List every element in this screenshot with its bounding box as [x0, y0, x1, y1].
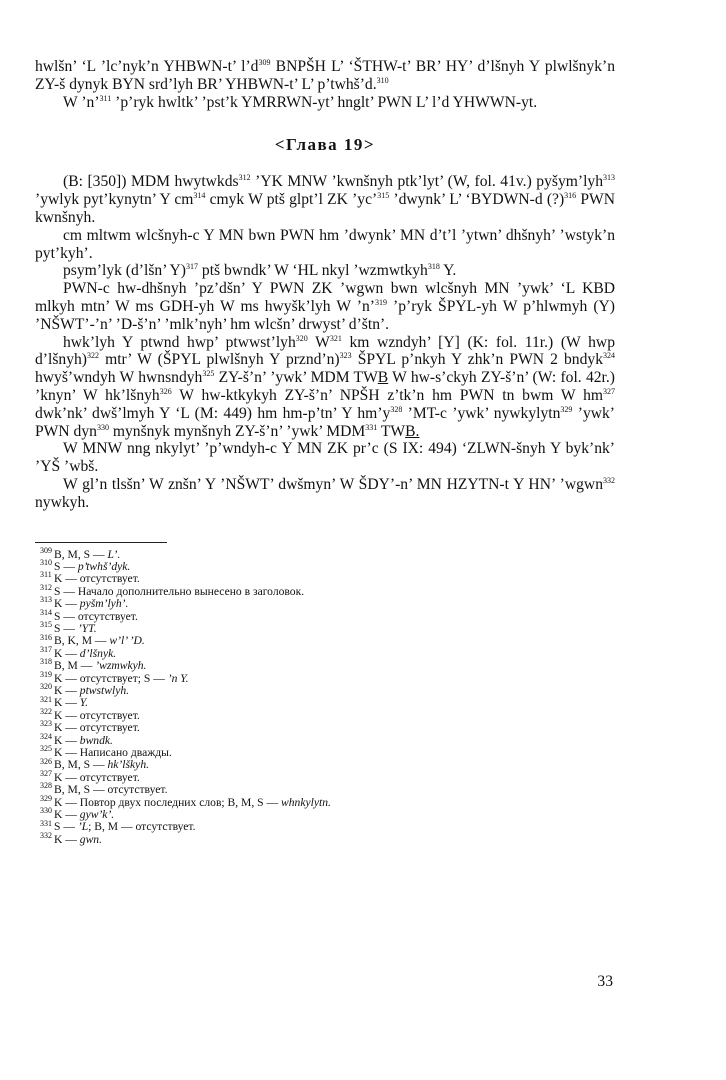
footnote: 316 B, K, M — w’l’ ’D. [40, 632, 145, 648]
text-run: ’MT-c ’ywk’ nywkylytn [402, 404, 561, 422]
footnote: 314 S — отсутствует. [40, 607, 138, 623]
footnote-variant: ’n Y. [167, 671, 189, 685]
footnote: 321 K — Y. [40, 694, 89, 710]
text-run: PWN-c hw-dhšnyh ’pz’dšn’ Y PWN ZK ’wgwn bwn wlcšnyh MN ’ywk’ ‘L KBD mlkyh mtn’ W ms GDH-yh W ms hwyšk’lyh W ’n’ [35, 280, 615, 315]
footnote-variant: ’YT. [77, 621, 97, 635]
footnote: 332 K — gwn. [40, 831, 102, 846]
footnote-variant: whnkylytn. [281, 795, 331, 809]
footnote-text: K — отсутствует; S — [54, 671, 168, 685]
footnote-ref[interactable]: 329 [560, 404, 573, 414]
text-run: ’ywk’ PWN dyn [35, 404, 615, 440]
footnote: 318 B, M — ’wzmwkyh. [40, 657, 147, 673]
footnote-variant: p’twhš’dyk. [77, 559, 131, 573]
footnote-variant: pyšm’lyh’. [79, 597, 129, 611]
footnote-ref[interactable]: 325 [202, 368, 215, 378]
footnote-variant: d’lšnyk. [79, 646, 117, 660]
footnote-ref[interactable]: 328 [390, 404, 403, 414]
text-run: hwyš’wndyh W hwnsndyh [35, 369, 203, 387]
footnote-ref[interactable]: 326 [159, 386, 172, 396]
text-run: mtr’ W (ŠPYL plwlšnyh Y prznd’n) [98, 351, 340, 369]
paragraph [35, 440, 615, 476]
footnote-variant: Y. [79, 696, 89, 710]
footnote: 331 S — ’L; B, M — отсутствует. [40, 818, 196, 834]
footnote: 317 K — d’lšnyk. [40, 644, 117, 660]
footnote-text: B, M — [54, 659, 96, 673]
footnote: 329 K — Повтор двух последних слов; B, M, S — whnkylytn. [40, 793, 331, 809]
footnote-ref[interactable]: 315 [377, 191, 390, 200]
footnote: 324 K — bwndk. [40, 731, 113, 747]
text-run: ’p’ryk ŠPYL-yh W p’hlwmyh (Y) ’NŠWT’-’n’ ’D-š’n’ ’mlk’nyh’ hm wlcšn’ drwyst’ d’štn’. [35, 297, 615, 333]
text-run: W ’n’ [63, 93, 100, 111]
footnote-text: B, M, S — [54, 547, 108, 561]
footnote: 311 K — отсутствует. [40, 570, 140, 586]
text-run: ’ywlyk pyt’kynytn’ Y cm [35, 191, 194, 209]
footnote-text: S — отсутствует. [54, 609, 138, 623]
text-run: TW [377, 422, 406, 440]
footnote-ref[interactable]: 313 [603, 173, 615, 183]
footnote-text: S — [54, 820, 78, 834]
footnote: 322 K — отсутствует. [40, 706, 140, 722]
paragraph [35, 262, 615, 280]
footnote-text: K — отсутствует. [54, 721, 140, 735]
paragraph [35, 476, 615, 512]
footnote-ref[interactable]: 317 [186, 262, 198, 272]
footnote-ref[interactable]: 311 [99, 93, 112, 103]
footnote-text: K — [54, 597, 80, 611]
text-run: W MNW nng nkylyt’ ’p’wndyh-c Y MN ZK pr’c (S IX: 494) ‘ZLWN-šnyh Y byk’nk’ ’YŠ ’wbš. [35, 440, 615, 476]
text-run: dwk’nk’ dwš’lmyh Y ‘L (M: 449) hm hm-p’tn’ Y hm’y [35, 404, 391, 422]
footnote: 315 S — ’YT. [40, 620, 97, 635]
footnote: 319 K — отсутствует; S — ’n Y. [40, 669, 189, 685]
footnote-ref[interactable]: 332 [603, 475, 615, 485]
text-run: km wzndyh’ [Y] (K: fol. 11r.) (W hwp d’lšnyh) [35, 333, 615, 369]
footnote: 309 B, M, S — L’. [40, 545, 121, 561]
underlined-text: B. [405, 422, 420, 440]
text-run: W [307, 333, 330, 351]
text-run: ptš bwndk’ W ‘HL nkyl ’wzmwtkyh [198, 262, 428, 280]
text-run: ’dwynk’ L’ ‘BYDWN-d (?) [389, 191, 565, 209]
footnote-text: S — Начало дополнительно вынесено в заголовок. [54, 584, 305, 598]
footnote-variant: ’L [77, 820, 89, 834]
text-run: nywkyh. [35, 493, 90, 511]
footnote: 312 S — Начало дополнительно вынесено в заголовок. [40, 582, 305, 598]
text-run: psym’lyk (d’lšn’ Y) [63, 262, 186, 280]
paragraph [35, 58, 615, 94]
footnote-text: ; B, M — отсутствует. [88, 820, 196, 834]
footnote-ref[interactable]: 322 [86, 351, 99, 361]
footnote-text: K — отсутствует. [54, 572, 140, 586]
page-number: 33 [597, 973, 613, 990]
text-run: cmyk W ptš glpt’l ZK ’yc’ [205, 191, 378, 209]
footnotes [35, 545, 615, 847]
footnote-ref[interactable]: 330 [96, 422, 109, 432]
footnote: 313 K — pyšm’lyh’. [40, 595, 129, 611]
footnote: 310 S — p’twhš’dyk. [40, 558, 131, 573]
footnote: 320 K — ptwstwlyh. [40, 682, 130, 697]
footnote-text: K — [54, 696, 80, 710]
paragraph [35, 227, 615, 263]
footnote-text: K — [54, 808, 80, 822]
footnote-text: K — Повтор двух последних слов; B, M, S — [54, 795, 282, 809]
footnote-text: B, M, S — отсутствует. [54, 783, 168, 797]
footnote-text: K — [54, 733, 80, 747]
chapter-heading: <Глава 19> [274, 135, 376, 155]
footnote-ref[interactable]: 320 [295, 333, 308, 343]
footnote-variant: gwn. [79, 832, 102, 846]
text-run: PWN kwnšnyh. [35, 191, 615, 226]
footnote: 330 K — gyw’k’. [40, 806, 115, 822]
footnote-ref[interactable]: 309 [258, 57, 271, 67]
text-run: hwk’lyh Y ptwnd hwp’ ptwwst’lyh [63, 333, 296, 351]
text-run: ’p’ryk hwltk’ ’pst’k YMRRWN-yt’ hnglt’ PWN L’ l’d YHWWN-yt. [111, 93, 538, 111]
footnote-ref[interactable]: 319 [374, 297, 387, 307]
footnote-text: K — [54, 646, 80, 660]
text-run: Y. [439, 262, 457, 280]
text-run: BNPŠH L’ ‘ŠTHW-t’ BR’ HY’ d’lšnyh Y plwlšnyk’n ZY-š dynyk BYN srd’lyh BR’ YHBWN-t’ L’ p’twhš’d. [35, 58, 615, 93]
footnote: 325 K — Написано дважды. [40, 744, 172, 760]
text-run: ’YK MNW ’kwnšnyh ptk’lyt’ (W, fol. 41v.) pyšym’lyh [250, 173, 603, 191]
footnote-variant: w’l’ ’D. [109, 634, 145, 648]
footnote-variant: bwndk. [79, 733, 113, 747]
footnote-text: K — Написано дважды. [54, 746, 172, 760]
footnote-text: K — [54, 832, 80, 846]
footnote-text: S — [54, 621, 78, 635]
footnote-variant: L’. [107, 547, 121, 561]
text-run: (B: [350]) MDM hwytwkds [63, 173, 239, 191]
text-run: W hw-s’ckyh ZY-š’n’ (W: fol. 42r.) ’knyn’ W hk’lšnyh [35, 369, 615, 404]
footnote: 328 B, M, S — отсутствует. [40, 781, 168, 797]
footnote: 323 K — отсутствует. [40, 719, 140, 735]
text-run: ŠPYL p’nkyh Y zhk’n PWN 2 bndyk [351, 351, 603, 369]
footnote-ref[interactable]: 321 [329, 333, 342, 343]
footnote-text: B, K, M — [54, 634, 110, 648]
paragraph [35, 280, 615, 333]
text-run: mynšnyk mynšnyh ZY-š’n’ ’ywk’ MDM [108, 422, 366, 440]
paragraph [35, 173, 615, 226]
footnote-variant: gyw’k’. [79, 808, 115, 822]
footnote-divider [35, 542, 167, 543]
footnote-ref[interactable]: 312 [238, 173, 251, 183]
footnote-text: K — отсутствует. [54, 708, 140, 722]
footnote: 326 B, M, S — hk’lškyh. [40, 756, 150, 772]
footnote-ref[interactable]: 310 [376, 75, 389, 85]
footnote-text: S — [54, 559, 78, 573]
page-body [35, 58, 615, 846]
footnote-ref[interactable]: 331 [365, 422, 378, 432]
text-run: cm mltwm wlcšnyh-c Y MN bwn PWN hm ’dwynk’ MN d’t’l ’ytwn’ dhšnyh’ ’wstyk’n pyt’kyh’. [35, 226, 615, 262]
footnote: 327 K — отсутствует. [40, 768, 140, 784]
footnote-ref[interactable]: 318 [427, 262, 440, 272]
text-run: W gl’n tlsšn’ W znšn’ Y ’NŠWT’ dwšmyn’ W ŠDY’-n’ MN HZYTN-t Y HN’ ’wgwn [63, 475, 603, 493]
text-run: ZY-š’n’ ’ywk’ MDM TW [214, 369, 378, 387]
footnote-variant: ptwstwlyh. [79, 684, 130, 697]
text-run: hwlšn’ ‘L ’lc’nyk’n YHBWN-t’ l’d [35, 58, 259, 75]
footnote-text: K — отсутствует. [54, 770, 140, 784]
footnote-ref[interactable]: 316 [564, 191, 577, 200]
footnote-text: K — [54, 684, 80, 697]
footnote-text: B, M, S — [54, 758, 108, 772]
footnote-variant: ’wzmwkyh. [95, 659, 147, 673]
paragraph [35, 334, 615, 441]
text-run: W hw-ktkykyh ZY-š’n’ NPŠH z’tk’n hm PWN tn bwm W hm [171, 386, 603, 404]
underlined-text: B [377, 369, 389, 387]
footnote-ref[interactable]: 323 [339, 351, 352, 361]
footnote-ref[interactable]: 314 [193, 191, 206, 200]
paragraph [35, 94, 615, 112]
footnote-variant: hk’lškyh. [107, 758, 150, 772]
footnote-ref[interactable]: 327 [603, 386, 615, 396]
footnote-ref[interactable]: 324 [603, 351, 615, 361]
